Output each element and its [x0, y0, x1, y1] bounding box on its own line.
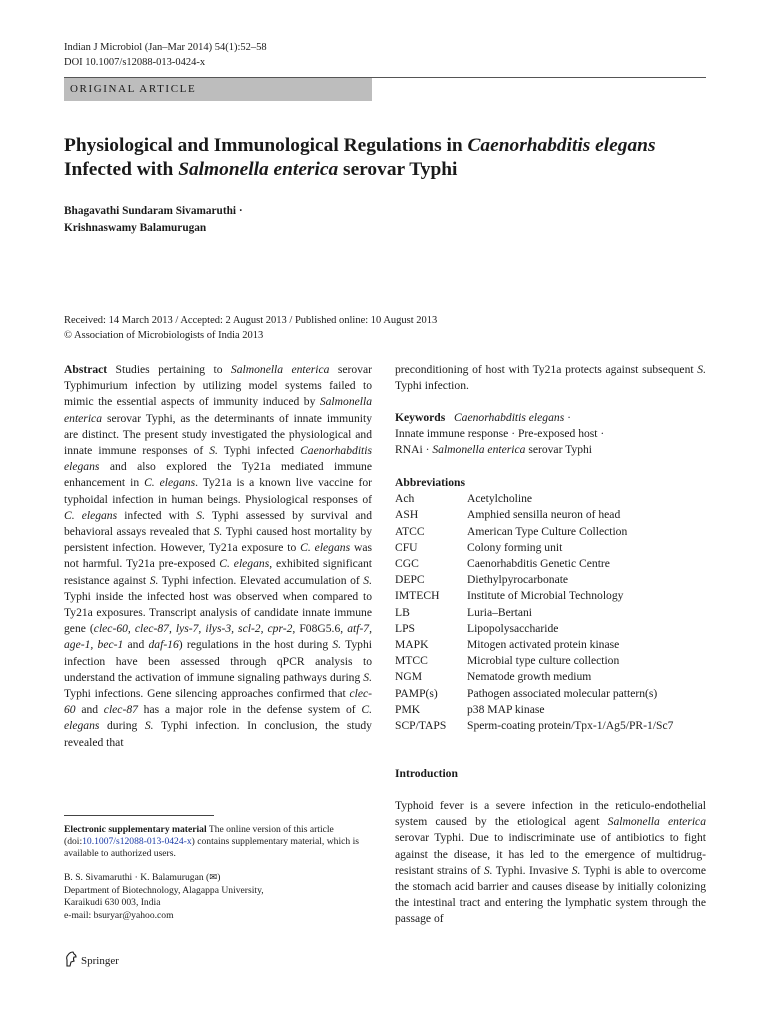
- abbreviation-meaning: American Type Culture Collection: [467, 524, 628, 538]
- abbreviation-row: [395, 572, 673, 588]
- abbreviation-row: [395, 588, 673, 604]
- abbreviation-row: [395, 637, 673, 653]
- publisher-name: Springer: [81, 954, 119, 967]
- abbreviation-meaning: p38 MAP kinase: [467, 702, 545, 716]
- abbreviation-meaning: Acetylcholine: [467, 492, 533, 506]
- author-list: [64, 203, 243, 237]
- abbreviation-code: LB: [395, 605, 410, 619]
- author-line-2: Krishnaswamy Balamurugan: [64, 222, 207, 234]
- abbreviation-code: SCP/TAPS: [395, 719, 447, 733]
- abstract-continuation: preconditioning of host with Ty21a protects against subsequent S. Typhi infection.: [395, 363, 706, 393]
- publisher-logo: [64, 951, 119, 970]
- abbreviation-code: MTCC: [395, 654, 428, 668]
- affiliation-department: Department of Biotechnology, Alagappa University,: [64, 884, 264, 896]
- supplementary-doi-link[interactable]: 10.1007/s12088-013-0424-x: [82, 836, 192, 848]
- abstract-paragraph: Abstract Studies pertaining to Salmonella enterica serovar Typhimurium infection by utilizing model systems failed to mimic the essential aspects of immunity induced by Salmonella enterica serovar Typhi, as the determinants of innate immunity are distinct. The present study investigated the physiological and innate immune responses of S. Typhi infected Caenorhabditis elegans and also explored the Ty21a mediated immune enhancement in C. elegans. Ty21a is a known live vaccine for typhoidal infection in human beings. Physiological responses of C. elegans infected with S. Typhi assessed by survival and behavioral assays revealed that S. Typhi caused host mortality by persistent infection. However, Ty21a exposure to C. elegans was not harmful. Ty21a pre-exposed C. elegans, exhibited significant resistance against S. Typhi infection. Elevated accumulation of S. Typhi inside the infected host was observed when compared to Ty21a exposures. Transcript analysis of candidate innate immune gene (clec-60, clec-87, lys-7, ilys-3, scl-2, cpr-2, F08G5.6, atf-7, age-1, bec-1 and daf-16) regulations in the host during S. Typhi infection have been assessed through qPCR analysis to understand the activation of immune signaling pathways during S. Typhi infections. Gene silencing approaches confirmed that clec-60 and clec-87 has a major role in the defense system of C. elegans during S. Typhi infection. In conclusion, the study revealed that: [64, 363, 372, 749]
- journal-citation: Indian J Microbiol (Jan–Mar 2014) 54(1):52–58: [64, 42, 267, 53]
- abbreviation-meaning: Lipopolysaccharide: [467, 621, 559, 635]
- keywords-block: Keywords Caenorhabditis elegans · Innate immune response · Pre-exposed host · RNAi · Salmonella enterica serovar Typhi: [395, 411, 605, 457]
- abbreviation-row: [395, 491, 673, 507]
- abbreviation-code: IMTECH: [395, 589, 440, 603]
- article-type-banner: ORIGINAL ARTICLE: [64, 78, 372, 101]
- abbreviation-code: PAMP(s): [395, 686, 438, 700]
- abbreviation-meaning: Caenorhabditis Genetic Centre: [467, 557, 610, 571]
- abbreviation-meaning: Microbial type culture collection: [467, 654, 620, 668]
- author-line-1: Bhagavathi Sundaram Sivamaruthi ·: [64, 205, 243, 217]
- affiliation-email[interactable]: e-mail: bsuryar@yahoo.com: [64, 909, 174, 921]
- journal-header: [64, 40, 267, 70]
- abstract-heading: Abstract: [64, 363, 108, 376]
- abbreviation-code: CGC: [395, 557, 419, 571]
- abbreviation-meaning: Luria–Bertani: [467, 605, 533, 619]
- abbreviation-meaning: Sperm-coating protein/Tpx-1/Ag5/PR-1/Sc7: [467, 719, 674, 733]
- abbreviation-meaning: Colony forming unit: [467, 540, 563, 554]
- springer-horse-icon: [64, 951, 81, 970]
- affiliation-names: B. S. Sivamaruthi · K. Balamurugan (✉): [64, 872, 221, 883]
- journal-doi: DOI 10.1007/s12088-013-0424-x: [64, 57, 206, 68]
- abbreviation-code: ATCC: [395, 524, 425, 538]
- abbreviation-code: NGM: [395, 670, 423, 684]
- author-affiliation: [64, 872, 370, 922]
- abbreviation-row: [395, 718, 673, 734]
- abbreviation-code: MAPK: [395, 638, 429, 652]
- abbreviation-row: [395, 621, 673, 637]
- abbreviation-code: DEPC: [395, 573, 425, 587]
- abbreviation-meaning: Nematode growth medium: [467, 670, 592, 684]
- abbreviation-code: LPS: [395, 621, 415, 635]
- abbreviations-block: [395, 475, 706, 734]
- abbreviation-meaning: Amphied sensilla neuron of head: [467, 508, 621, 522]
- abbreviation-code: CFU: [395, 540, 418, 554]
- abbreviation-meaning: Mitogen activated protein kinase: [467, 638, 620, 652]
- affiliation-city: Karaikudi 630 003, India: [64, 897, 161, 909]
- abbreviation-row: [395, 653, 673, 669]
- abbreviation-meaning: Institute of Microbial Technology: [467, 589, 624, 603]
- abbreviation-row: [395, 669, 673, 685]
- dates-line: Received: 14 March 2013 / Accepted: 2 August 2013 / Published online: 10 August 2013: [64, 315, 438, 326]
- publication-dates: [64, 313, 437, 343]
- abbreviation-row: [395, 524, 673, 540]
- copyright-line: © Association of Microbiologists of India 2013: [64, 330, 264, 341]
- introduction-heading: Introduction: [395, 767, 458, 780]
- abbreviation-row: [395, 686, 673, 702]
- abbreviation-code: Ach: [395, 492, 415, 506]
- abbreviation-code: PMK: [395, 702, 421, 716]
- abbreviation-meaning: Diethylpyrocarbonate: [467, 573, 569, 587]
- keywords-heading: Keywords: [395, 411, 446, 424]
- abbreviation-row: [395, 556, 673, 572]
- abbreviation-meaning: Pathogen associated molecular pattern(s): [467, 686, 658, 700]
- abbreviation-code: ASH: [395, 508, 419, 522]
- abbreviation-row: [395, 507, 673, 523]
- footnote-rule: [64, 815, 214, 816]
- abbreviation-row: [395, 605, 673, 621]
- abbreviation-row: [395, 540, 673, 556]
- abbreviations-table: [395, 491, 673, 734]
- article-title: Physiological and Immunological Regulations in Caenorhabditis elegans Infected with Salmonella enterica serovar Typhi: [64, 135, 656, 180]
- introduction-paragraph: Typhoid fever is a severe infection in the reticulo-endothelial system caused by the etiological agent Salmonella enterica serovar Typhi. Due to indiscriminate use of antibiotics to fight against the disease, it has led to the emergence of multidrug-resistant strains of S. Typhi. Invasive S. Typhi is able to overcome the stomach acid barrier and causes disease by initially colonizing the intestinal tract and entering the lymphatic system through the passage of: [395, 799, 706, 926]
- abbreviations-heading: Abbreviations: [395, 476, 466, 489]
- abbreviation-row: [395, 702, 673, 718]
- supplementary-footnote: Electronic supplementary material The online version of this article (doi:10.1007/s12088-013-0424-x) contains supplementary material, which is available to authorized users.: [64, 824, 359, 860]
